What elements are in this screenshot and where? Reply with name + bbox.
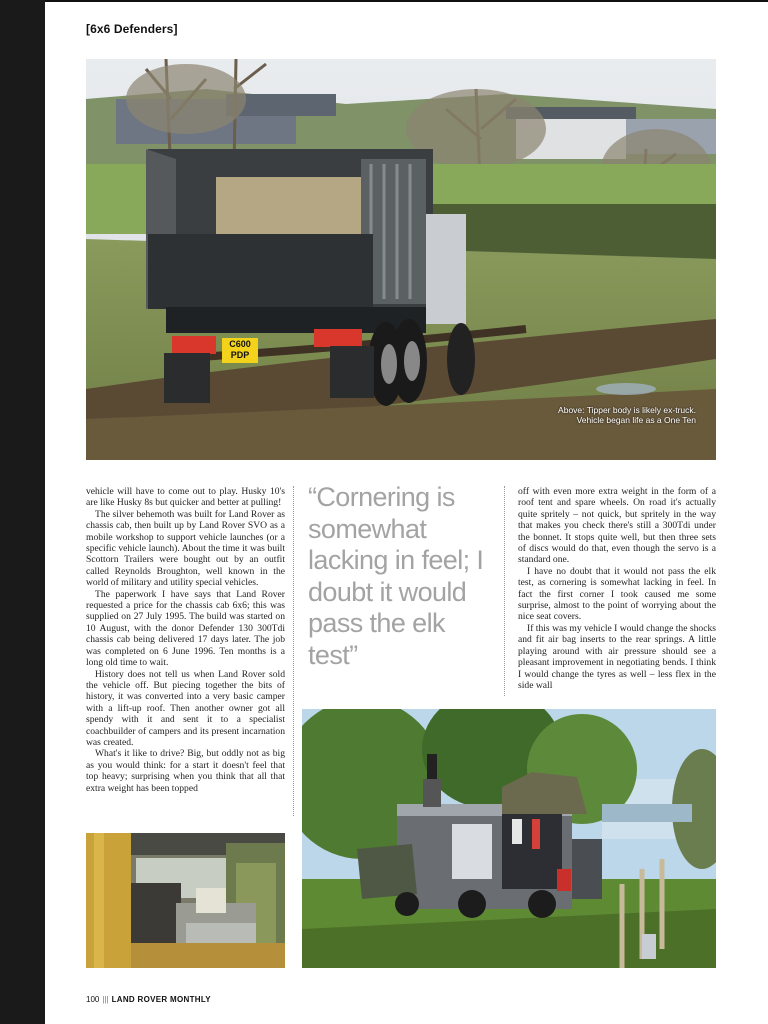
body-column-right <box>518 486 716 696</box>
body-column-left <box>86 486 285 820</box>
paragraph: What's it like to drive? Big, but oddly not as big as you would think: for a start it doesn't feel that top heavy; surprising when you think that all that extra weight has been topped <box>86 748 285 794</box>
paragraph: The paperwork I have says that Land Rover requested a price for the chassis cab 6x6; this was supplied on 27 July 1995. The build was started on 10 August, with the donor Defender 130 300Tdi chassis cab being delivered 17 days later. The job was completed on 6 June 1996. Ten months is a long old time to wait. <box>86 588 285 669</box>
paragraph: History does not tell us when Land Rover sold the vehicle off. But piecing together the bits of history, it was converted into a very basic camper with a lift-up roof. Then another owner got all spendy with it and sent it to a specialist coachbuilder of campers and its present incarnation was created. <box>86 668 285 748</box>
number-plate: C600 PDP <box>222 338 258 363</box>
page-number: 100 <box>86 995 100 1004</box>
column-rule <box>293 486 294 816</box>
paragraph: vehicle will have to come out to play. Husky 10's are like Husky 8s but quicker and better at pulling! <box>86 486 285 509</box>
section-tag: [6x6 Defenders] <box>86 22 178 36</box>
photo-caption: Above: Tipper body is likely ex-truck. Vehicle began life as a One Ten <box>558 405 696 425</box>
magazine-name: LAND ROVER MONTHLY <box>111 995 211 1004</box>
column-rule <box>504 486 505 696</box>
page-spine <box>0 0 45 1024</box>
paragraph: I have no doubt that it would not pass the elk test, as cornering is somewhat lacking in feel. In fact the first corner I took caused me some surprise, almost to the point of worrying about the nice seat covers. <box>518 565 716 623</box>
paragraph: The silver behemoth was built for Land Rover as chassis cab, then built up by Land Rover SVO as a mobile workshop to support vehicle launches (or a specific vehicle launch). About the time it was built Scottorn Trailers were bought out by an outfit called Reynolds Broughton, well known in the world of military and utility special vehicles. <box>86 508 285 589</box>
footer-separator: ||| <box>102 995 109 1004</box>
paragraph: off with even more extra weight in the form of a roof tent and spare wheels. On road it's actually quite spritely – not quick, but spritely in the way that makes you check there's still a 300Tdi under the bonnet. It stops quite well, but then three sets of discs would do that, even though the servo is a standard one. <box>518 486 716 566</box>
interior-photo <box>86 833 285 968</box>
main-photo-truck <box>86 59 716 460</box>
pull-quote: “Cornering is somewhat lacking in feel; I doubt it would pass the elk test” <box>308 482 484 670</box>
paragraph: If this was my vehicle I would change the shocks and fit air bag inserts to the rear springs. A little playing around with air pressure should see a pleasant improvement in negotiating bends. I think I would change the tyres as well – less flex in the side wall <box>518 622 716 691</box>
page-footer <box>86 995 211 1004</box>
top-rule <box>45 0 768 2</box>
camper-photo <box>302 709 716 968</box>
